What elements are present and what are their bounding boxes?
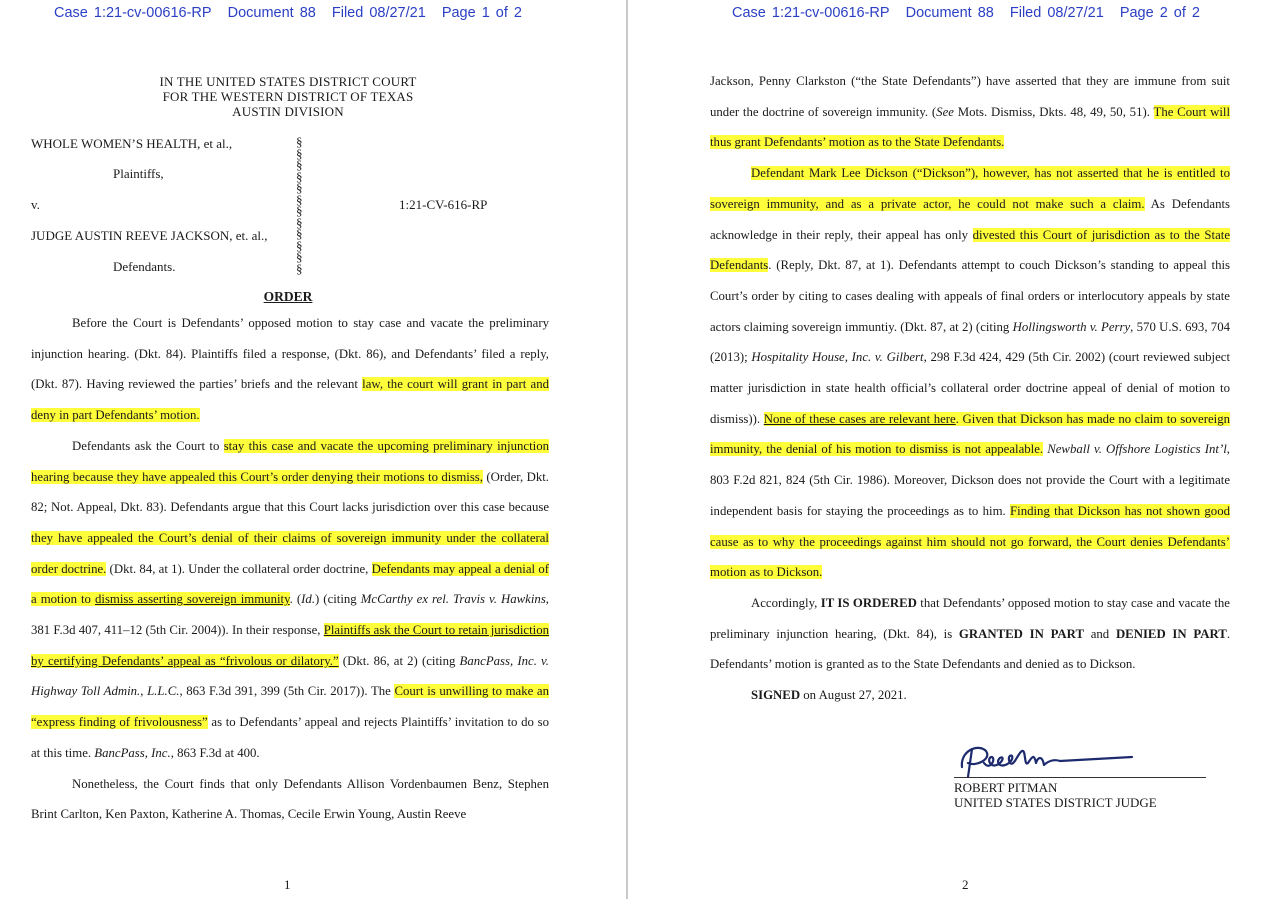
section-mark: § (296, 191, 303, 207)
highlight: stay this case and vacate the upcoming preliminary injunction hearing because they have appealed this Court’s order denying their motions to dismiss, (31, 438, 549, 484)
caption-versus: v. (31, 197, 40, 212)
judge-block (954, 780, 1157, 810)
paragraph: Jackson, Penny Clarkston (“the State Defendants”) have asserted that they are immune from suit under the doctrine of sovereign immunity. (See Mots. Dismiss, Dkts. 48, 49, 50, 51). The Court will thus grant Defendants’ motion as to the State Defendants. (710, 74, 1231, 150)
stamp-document: Document 88 (905, 5, 994, 21)
page-number: 1 (284, 877, 291, 892)
caption-plaintiffs-label: Plaintiffs, (113, 166, 164, 181)
court-line: FOR THE WESTERN DISTRICT OF TEXAS (162, 89, 414, 104)
paragraph: Nonetheless, the Court finds that only Defendants Allison Vordenbaumen Benz, Stephen Brint Carlton, Ken Paxton, Katherine A. Thomas, Cecile Erwin Young, Austin Reeve (31, 776, 549, 822)
signature-line (954, 777, 1206, 778)
caption-defendants-label: Defendants. (113, 259, 176, 274)
highlight: they have appealed the Court’s denial of their claims of sovereign immunity under the collateral order doctrine. (31, 530, 549, 576)
section-mark: § (296, 180, 303, 195)
stamp-case: Case 1:21-cv-00616-RP (732, 5, 890, 21)
section-mark: § (296, 260, 303, 276)
highlight: The Court will thus grant Defendants’ motion as to the State Defendants. (710, 104, 1231, 150)
highlight: Defendants may appeal a denial of a motion to (31, 561, 549, 607)
highlight: Court is unwilling to make an “express finding of frivolousness” (31, 684, 549, 730)
case-number: 1:21-CV-616-RP (399, 197, 488, 212)
order-body-page-2 (710, 66, 1230, 711)
highlight: . Given that Dickson has made no claim to sovereign immunity, the denial of his motion to dismiss is not appealable. (710, 411, 1231, 457)
section-mark: § (296, 226, 303, 241)
caption-plaintiff: WHOLE WOMEN’S HEALTH, et al., (31, 136, 233, 151)
paragraph: Defendant Mark Lee Dickson (“Dickson”), however, has not asserted that he is entitled to sovereign immunity, and as a private actor, he could not make such a claim. As Defendants acknowledge in their reply, their appeal has only divested this Court of jurisdiction as to the State Defendants. (Reply, Dkt. 87, at 1). Defendants attempt to couch Dickson’s standing to appeal this Court’s order by citing to cases dealing with appeals of final orders or interlocutory appeals by state actors claiming sovereign immuntiy. (Dkt. 87, at 2) (citing Hollingsworth v. Perry, 570 U.S. 693, 704 (2013); Hospitality House, Inc. v. Gilbert, 298 F.3d 424, 429 (5th Cir. 2002) (court reviewed subject matter jurisdiction in state health official’s collateral order doctrine appeal of denial of motion to dismiss)). None of these cases are relevant here. Given that Dickson has made no claim to sovereign immunity, the denial of his motion to dismiss is not appealable. Newball v. Offshore Logistics Int’l, 803 F.2d 821, 824 (5th Cir. 1986). Moreover, Dickson does not provide the Court with a legitimate independent basis for staying the proceedings as to him. Finding that Dickson has not shown good cause as to why the proceedings against him should not go forward, the Court denies Defendants’ motion as to Dickson. (710, 166, 1231, 580)
stamp-filed: Filed 08/27/21 (331, 5, 426, 21)
court-heading (0, 74, 576, 119)
section-marks (296, 136, 303, 274)
court-line: AUSTIN DIVISION (232, 104, 344, 119)
stamp-document: Document 88 (227, 5, 316, 21)
section-mark: § (296, 157, 303, 172)
section-mark: § (296, 134, 303, 149)
section-mark: § (296, 145, 303, 161)
caption-defendant: JUDGE AUSTIN REEVE JACKSON, et. al., (31, 228, 268, 243)
order-title: ORDER (263, 289, 313, 304)
paragraph: Defendants ask the Court to stay this case and vacate the upcoming preliminary injunction hearing because they have appealed this Court’s order denying their motions to dismiss, (Order, Dkt. 82; Not. Appeal, Dkt. 83). Defendants argue that this Court lacks jurisdiction over this case because they have appealed the Court’s denial of their claims of sovereign immunity under the collateral order doctrine. (Dkt. 84, at 1). Under the collateral order doctrine, Defendants may appeal a denial of a motion to dismiss asserting sovereign immunity. (Id.) (citing McCarthy ex rel. Travis v. Hawkins, 381 F.3d 407, 411–12 (5th Cir. 2004)). In their response, Plaintiffs ask the Court to retain jurisdiction by certifying Defendants’ appeal as “frivolous or dilatory.” (Dkt. 86, at 2) (citing BancPass, Inc. v. Highway Toll Admin., L.L.C., 863 F.3d 391, 399 (5th Cir. 2017)). The Court is unwilling to make an “express finding of frivolousness” as to Defendants’ appeal and rejects Plaintiffs’ invitation to do so at this time. BancPass, Inc., 863 F.3d at 400. (31, 438, 549, 760)
section-mark: § (296, 237, 303, 253)
stamp-filed: Filed 08/27/21 (1009, 5, 1104, 21)
section-mark: § (296, 214, 303, 230)
section-mark: § (296, 168, 303, 184)
stamp-page: Page 2 of 2 (1119, 5, 1200, 21)
stamp-case: Case 1:21-cv-00616-RP (54, 5, 212, 21)
filing-stamp (0, 5, 576, 21)
highlight: divested this Court of jurisdiction as to the State Defendants (710, 227, 1230, 273)
judge-signature (956, 737, 1136, 781)
section-mark: § (296, 203, 303, 218)
order-body-page-1 (31, 308, 549, 830)
court-line: IN THE UNITED STATES DISTRICT COURT (159, 74, 417, 89)
highlight-underlined: dismiss asserting sovereign immunity (94, 592, 290, 607)
judge-name: ROBERT PITMAN (954, 780, 1058, 795)
highlight: law, the court will grant in part and deny in part Defendants’ motion. (31, 377, 549, 423)
document-page-2 (628, 0, 1280, 899)
highlight: Defendant Mark Lee Dickson (“Dickson”), however, has not asserted that he is entitled to sovereign immunity, and as a private actor, he could not make such a claim. (710, 166, 1230, 211)
paragraph: Before the Court is Defendants’ opposed motion to stay case and vacate the preliminary injunction hearing. (Dkt. 84). Plaintiffs filed a response, (Dkt. 86), and Defendants’ filed a reply, (Dkt. 87). Having reviewed the parties’ briefs and the relevant law, the court will grant in part and deny in part Defendants’ motion. (31, 316, 549, 423)
signed-line: SIGNED on August 27, 2021. (751, 688, 907, 703)
document-page-1 (0, 0, 626, 899)
stamp-page: Page 1 of 2 (441, 5, 522, 21)
page-number: 2 (962, 877, 969, 892)
paragraph: Accordingly, IT IS ORDERED that Defendants’ opposed motion to stay case and vacate the preliminary injunction hearing, (Dkt. 84), is GRANTED IN PART and DENIED IN PART. Defendants’ motion is granted as to the State Defendants and denied as to Dickson. (710, 595, 1231, 672)
judge-title: UNITED STATES DISTRICT JUDGE (954, 795, 1157, 810)
section-mark: § (296, 249, 303, 264)
filing-stamp (628, 5, 1280, 21)
highlight-underlined: Plaintiffs ask the Court to retain jurisdiction by certifying Defendants’ appeal as “frivolous or dilatory.” (31, 623, 549, 668)
highlight-underlined: None of these cases are relevant here (763, 411, 956, 426)
highlight: Finding that Dickson has not shown good cause as to why the proceedings against him should not go forward, the Court denies Defendants’ motion as to Dickson. (710, 503, 1230, 580)
